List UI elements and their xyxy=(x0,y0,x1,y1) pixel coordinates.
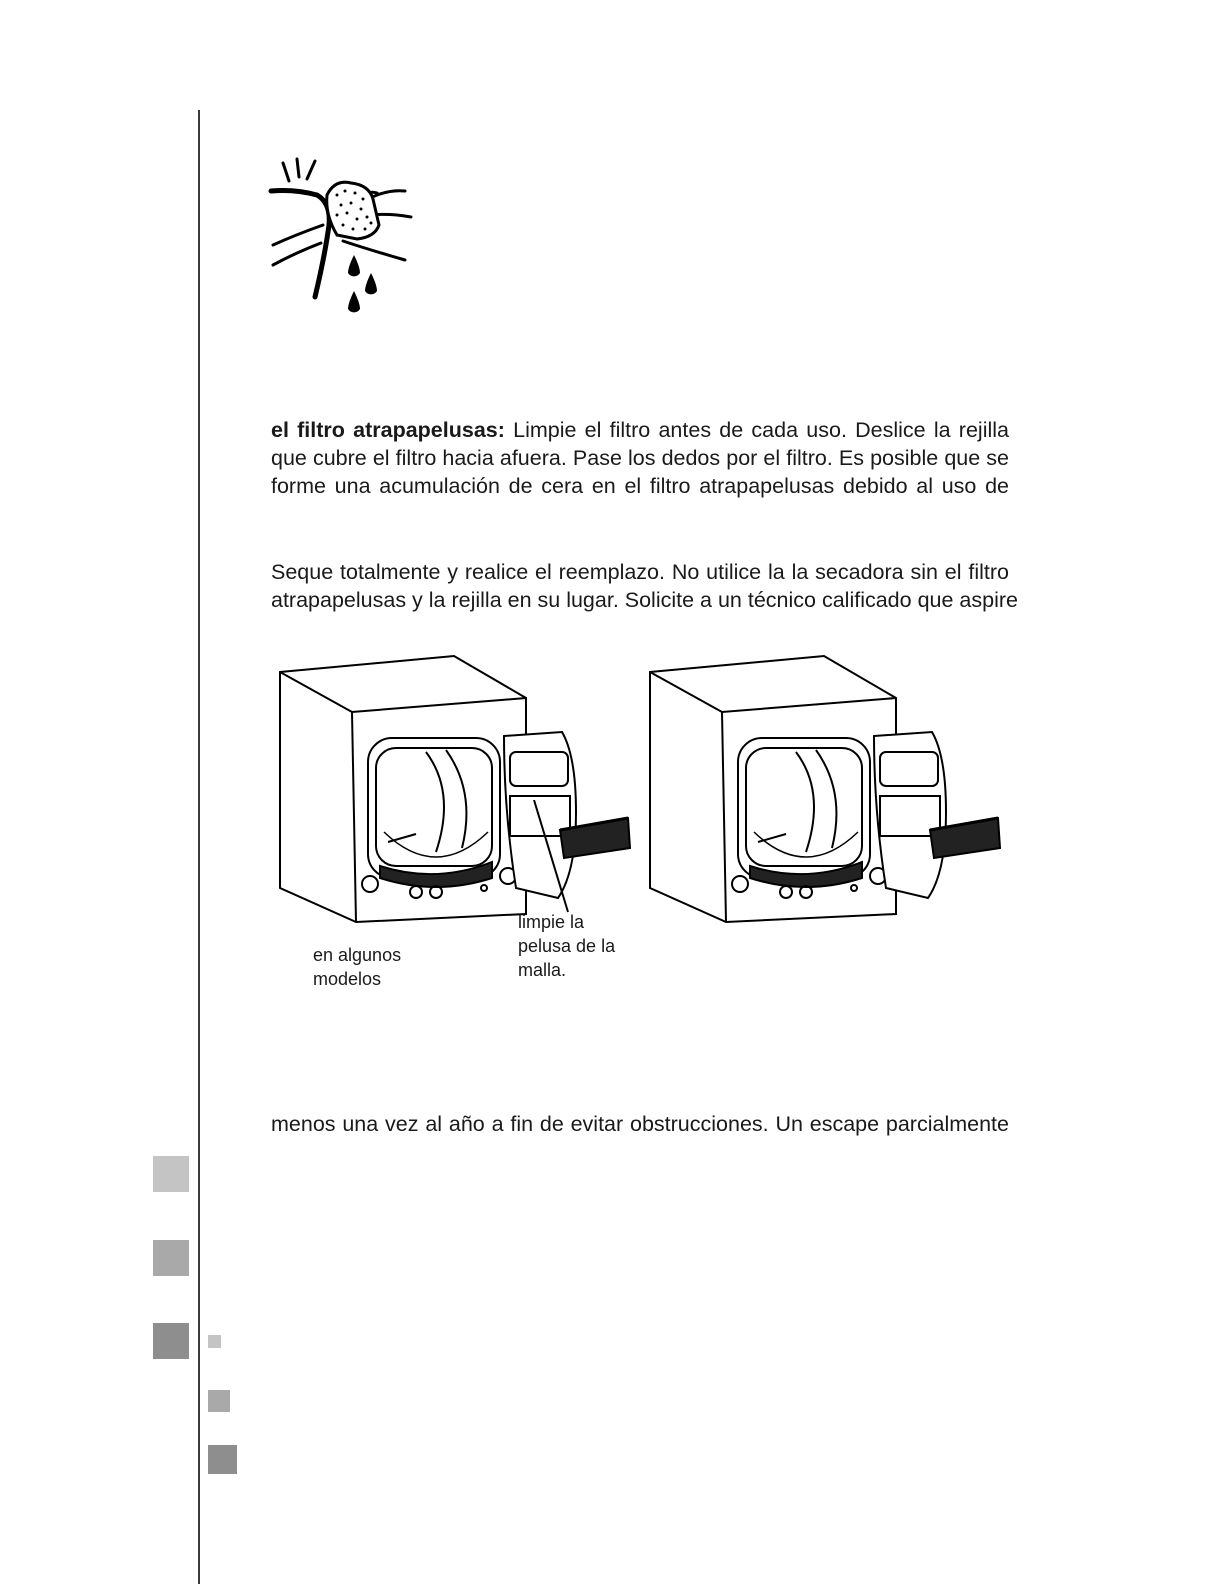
dryer-illustration-with-mesh xyxy=(276,652,636,924)
margin-rule xyxy=(198,110,200,1584)
replacement-paragraph: Seque totalmente y realice el reemplazo. No utilice la la secadora sin el filtro atrapapelusas y la rejilla en su lugar. Solicite a un técnico calificado que aspire xyxy=(271,560,1018,612)
exhaust-paragraph: menos una vez al año a fin de evitar obstrucciones. Un escape parcialmente xyxy=(271,1112,1009,1136)
sponge-wiping-icon xyxy=(265,155,415,320)
dryer-illustration xyxy=(646,652,1006,924)
mesh-pointer-line xyxy=(520,800,580,915)
lint-filter-paragraph: el filtro atrapapelusas: Limpie el filtro antes de cada uso. Deslice la rejilla que cubre el filtro hacia afuera. Pase los dedos por el filtro. Es posible que se forme una acumulación de cera en el filtro atrapapelusas debido al uso de xyxy=(271,418,1009,498)
side-tab-dark xyxy=(153,1323,189,1359)
legend-square-medium xyxy=(208,1390,230,1412)
side-tab-mid xyxy=(153,1240,189,1276)
legend-square-large xyxy=(208,1445,237,1474)
caption-clean-mesh: limpie la pelusa de la malla. xyxy=(518,912,616,980)
caption-some-models: en algunos modelos xyxy=(313,945,402,989)
lint-filter-heading: el filtro atrapapelusas: xyxy=(271,418,505,442)
legend-square-small xyxy=(208,1335,221,1348)
side-tab-light xyxy=(153,1156,189,1192)
